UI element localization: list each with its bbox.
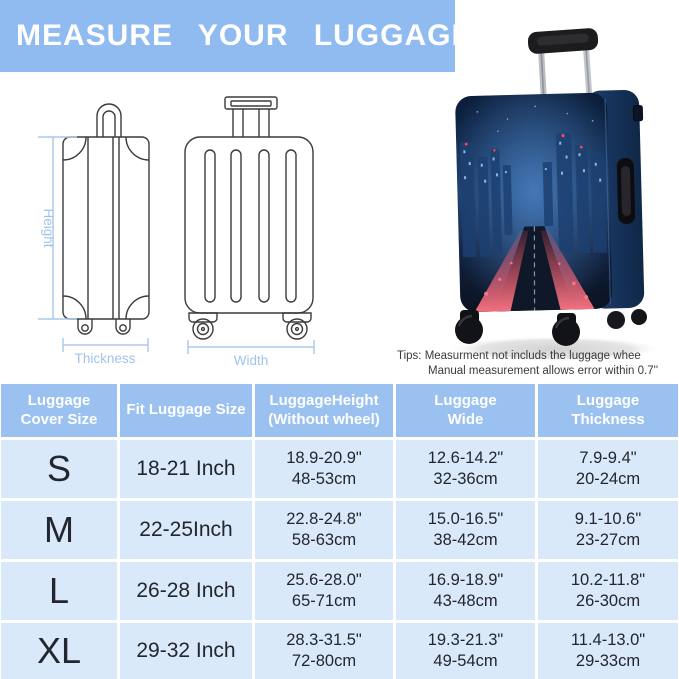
tips-line2: Manual measurement allows error within 0.7'' (428, 364, 659, 377)
width-label: Width (233, 353, 269, 368)
wheel-bracket (283, 313, 311, 322)
table-row-m-size: M (1, 501, 117, 559)
col-header-fit-size: Fit Luggage Size (120, 384, 252, 437)
col-header-wide: Luggage Wide (396, 384, 535, 437)
measurement-diagrams (0, 72, 400, 384)
table-row-m-wide: 15.0-16.5" 38-42cm (396, 501, 535, 559)
table-row-l-fit: 26-28 Inch (120, 562, 252, 620)
photo-suitcase-body (455, 90, 648, 313)
wheel-hub (120, 325, 126, 331)
side-carry-handle (617, 158, 636, 224)
thickness-dimension (63, 338, 148, 352)
page-title: MEASURE YOUR LUGGAGE (16, 19, 473, 52)
table-row-xl-thickness: 11.4-13.0" 29-33cm (538, 623, 678, 679)
telescopic-handle-bar (225, 97, 277, 109)
table-row-m-fit: 22-25Inch (120, 501, 252, 559)
height-label: Height (41, 208, 56, 248)
telescopic-handle-bar-inner (231, 101, 271, 106)
table-row-s-height: 18.9-20.9" 48-53cm (255, 440, 393, 498)
tsa-lock (633, 106, 642, 121)
title-banner (0, 0, 473, 72)
table-row-xl-fit: 29-32 Inch (120, 623, 252, 679)
col-header-thickness: Luggage Thickness (538, 384, 678, 437)
front-body (185, 137, 313, 313)
table-row-xl-height: 28.3-31.5" 72-80cm (255, 623, 393, 679)
city-print (455, 92, 613, 312)
tips-line1: Tips: Measurment not includs the luggage whee (397, 350, 641, 362)
table-row-xl-wide: 19.3-21.3" 49-54cm (396, 623, 535, 679)
hook-handle-inner (103, 111, 115, 137)
side-view-luggage-diagram (63, 104, 149, 334)
table-row-s-size: S (1, 440, 117, 498)
hook-handle-outline (97, 104, 121, 137)
col-header-height: LuggageHeight (Without wheel) (255, 384, 393, 437)
size-table (1, 384, 678, 679)
front-view-luggage-diagram (185, 97, 313, 339)
table-row-l-wide: 16.9-18.9" 43-48cm (396, 562, 535, 620)
wheel-hub (82, 325, 88, 331)
table-row-s-fit: 18-21 Inch (120, 440, 252, 498)
wheel-inner (198, 324, 209, 335)
table-row-m-height: 22.8-24.8" 58-63cm (255, 501, 393, 559)
table-row-l-thickness: 10.2-11.8" 26-30cm (538, 562, 678, 620)
side-body (63, 137, 149, 319)
city-print-luggage-photo (440, 22, 679, 364)
wheel-bracket (189, 313, 217, 322)
wheel-inner (292, 324, 303, 335)
table-row-xl-size: XL (1, 623, 117, 679)
table-row-s-wide: 12.6-14.2" 32-36cm (396, 440, 535, 498)
table-row-s-thickness: 7.9-9.4" 20-24cm (538, 440, 678, 498)
telescopic-handle-posts (233, 109, 269, 137)
wheel-dot (202, 328, 205, 331)
thickness-label: Thickness (74, 351, 136, 366)
col-header-cover-size: Luggage Cover Size (1, 384, 117, 437)
tips-note (397, 349, 679, 379)
table-row-l-height: 25.6-28.0" 65-71cm (255, 562, 393, 620)
table-row-l-size: L (1, 562, 117, 620)
table-row-m-thickness: 9.1-10.6" 23-27cm (538, 501, 678, 559)
wheel-dot (296, 328, 299, 331)
width-dimension (188, 340, 314, 354)
